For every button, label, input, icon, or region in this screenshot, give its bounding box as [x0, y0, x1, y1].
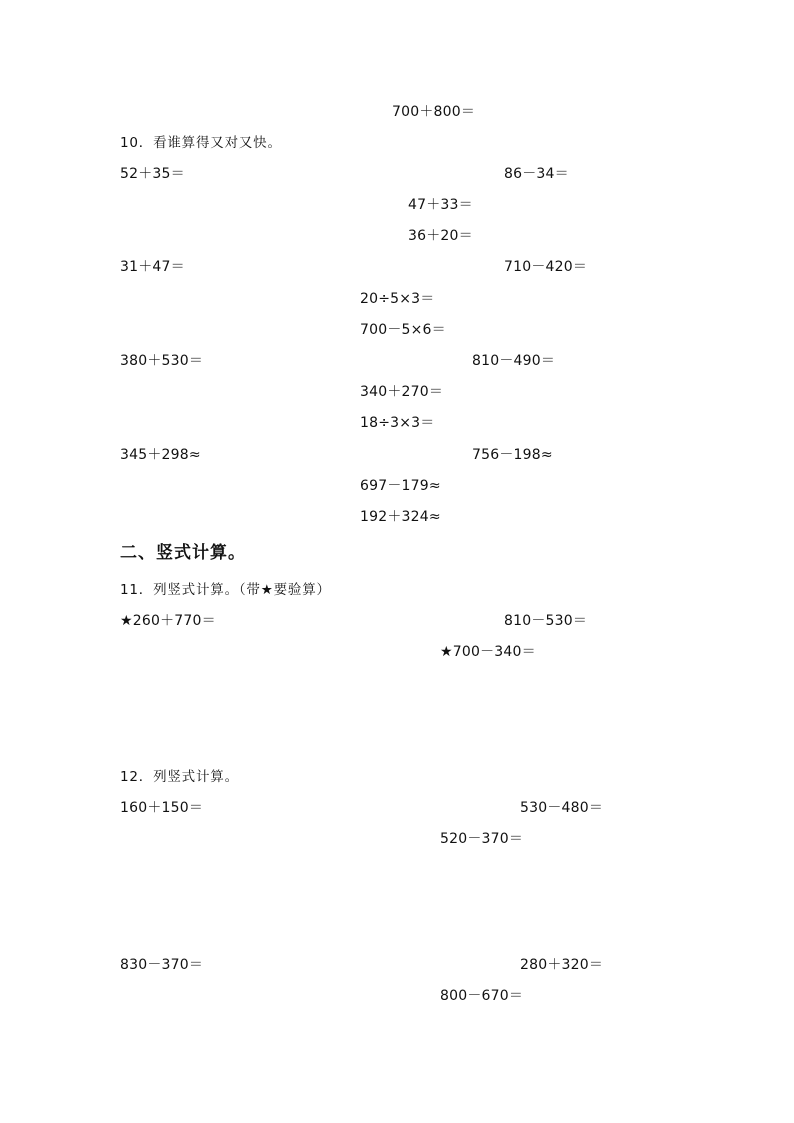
q10-item: 710－420＝ [504, 259, 588, 275]
q11-item: ★260＋770＝ [120, 613, 216, 629]
q10-item: 756－198≈ [472, 447, 553, 463]
q12-item: 160＋150＝ [120, 800, 204, 816]
q12-item: 530－480＝ [520, 800, 604, 816]
q10-item: 86－34＝ [504, 166, 569, 182]
q10-item: 810－490＝ [472, 353, 556, 369]
q10-item: 52＋35＝ [120, 166, 185, 182]
top-expression: 700＋800＝ [392, 104, 476, 120]
q12-item: 280＋320＝ [520, 957, 604, 973]
q10-item: 380＋530＝ [120, 353, 204, 369]
q10-item: 340＋270＝ [360, 384, 444, 400]
q12-item: 830－370＝ [120, 957, 204, 973]
q10-item: 18÷3×3＝ [360, 415, 435, 431]
question-12-title: 12．列竖式计算。 [120, 769, 239, 785]
q11-item: 810－530＝ [504, 613, 588, 629]
q11-item: ★700－340＝ [440, 644, 536, 660]
q10-item: 697－179≈ [360, 478, 441, 494]
q10-item: 700－5×6＝ [360, 322, 446, 338]
q12-item: 800－670＝ [440, 988, 524, 1004]
q10-item: 192＋324≈ [360, 509, 441, 525]
q10-item: 31＋47＝ [120, 259, 185, 275]
q10-item: 345＋298≈ [120, 447, 201, 463]
question-11-title: 11．列竖式计算。（带★要验算） [120, 582, 331, 598]
q10-item: 47＋33＝ [408, 197, 473, 213]
q12-item: 520－370＝ [440, 831, 524, 847]
q10-item: 20÷5×3＝ [360, 291, 435, 307]
section-heading: 二、竖式计算。 [120, 543, 246, 563]
q10-item: 36＋20＝ [408, 228, 473, 244]
question-10-title: 10．看谁算得又对又快。 [120, 135, 282, 151]
